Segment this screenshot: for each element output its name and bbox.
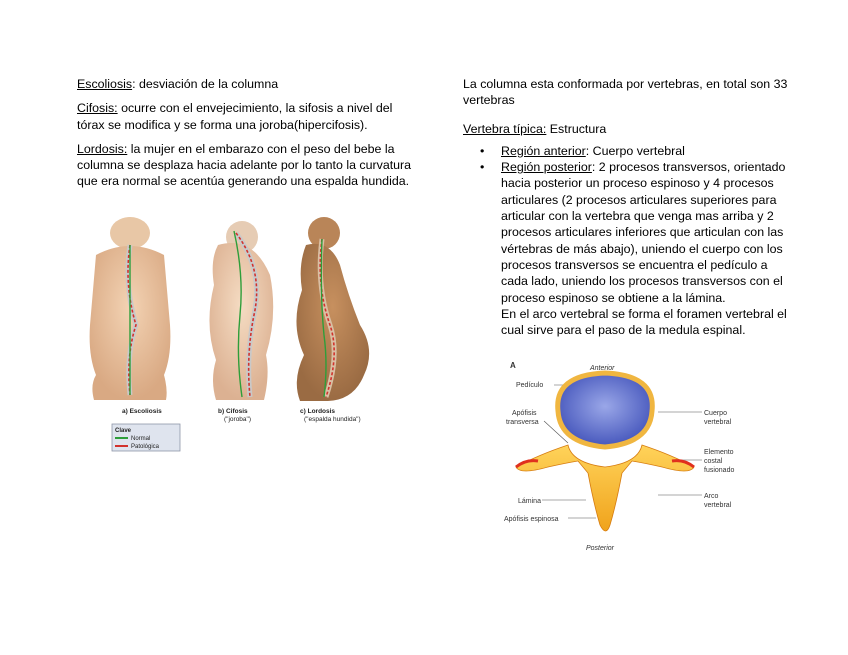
caption-c-name: Lordosis [307, 408, 336, 415]
spine-deformities-figure [78, 215, 378, 455]
label-arco-2: vertebral [704, 502, 732, 509]
label-cuerpo-2: vertebral [704, 419, 732, 426]
heading-text: Estructura [546, 121, 607, 136]
list-item [501, 143, 793, 159]
label-lamina: Lámina [518, 498, 541, 505]
escoliosis-paragraph [77, 76, 412, 92]
spine-illustration [78, 215, 378, 455]
label-espinosa: Apófisis espinosa [504, 516, 559, 523]
escoliosis-body [90, 217, 171, 400]
svg-text:c) Lordosis [300, 408, 335, 415]
svg-text:a) Escoliosis [122, 408, 162, 415]
vertebra-illustration [498, 355, 753, 555]
label-elemento-3: fusionado [704, 467, 735, 474]
list-item [501, 159, 793, 306]
caption-b-name: Cifosis [225, 408, 248, 415]
caption-a-name: Escoliosis [129, 408, 162, 415]
intro-paragraph: La columna esta conformada por vertebras, en total son 33 vertebras [463, 77, 788, 108]
legend-pathologic: Patológica [131, 444, 160, 450]
vertebral-body [558, 373, 653, 447]
label-pediculo: Pedículo [516, 382, 544, 389]
legend-title: Clave [115, 428, 132, 434]
cifosis-text: ocurre con el envejecimiento, la sifosis a nivel del tórax se modifica y se forma una joroba(hipercifosis). [77, 101, 393, 132]
label-arco-1: Arco [704, 493, 719, 500]
right-column [463, 76, 793, 338]
caption-b-note: ("joroba") [224, 416, 252, 423]
typical-vertebra-heading [463, 121, 793, 137]
heading-term: Vertebra típica: [463, 121, 547, 136]
caption-a-letter: a) [122, 408, 128, 415]
escoliosis-term: Escoliosis [77, 77, 133, 91]
cifosis-term: Cifosis: [77, 101, 118, 116]
foramen-paragraph: En el arco vertebral se forma el foramen vertebral el cual sirve para el paso de la medula espinal. [501, 306, 787, 338]
vertebra-figure [498, 355, 753, 555]
lordosis-body [296, 217, 369, 401]
lordosis-term: Lordosis: [77, 141, 128, 156]
bullet-posterior-text: : 2 procesos transversos, orientado hacia posterior un proceso espinoso y 4 procesos articulares (2 procesos articulares superiores para articular con la vertebra que venga mas arriba y 2 procesos articulares inferiores que articulan con las vértebras de más abajo), uniendo el cuerpo con los procesos transversos se encuentra el pedículo a cada lado, uniendo los procesos transversos con el proceso espinoso se obtiene a la lámina. [501, 160, 786, 305]
label-anterior: Anterior [590, 365, 615, 372]
label-elemento-2: costal [704, 458, 723, 465]
escoliosis-text: : desviación de la columna [132, 77, 279, 91]
bullet-posterior-term: Región posterior [501, 160, 592, 175]
left-column [77, 76, 412, 198]
label-posterior: Posterior [586, 545, 615, 552]
label-transversa-2: transversa [506, 419, 539, 426]
caption-b-letter: b) [218, 408, 225, 415]
panel-letter: A [510, 361, 516, 370]
label-transversa-1: Apófisis [512, 410, 537, 417]
cifosis-body [209, 221, 273, 400]
cifosis-paragraph [77, 100, 412, 133]
label-elemento-1: Elemento [704, 449, 734, 456]
caption-c-letter: c) [300, 408, 306, 415]
lordosis-paragraph [77, 141, 412, 190]
bullet-anterior-term: Región anterior [501, 143, 586, 158]
bullet-anterior-text: : Cuerpo vertebral [585, 143, 685, 158]
legend-normal: Normal [131, 436, 151, 442]
spine-legend [112, 424, 180, 451]
lordosis-text: la mujer en el embarazo con el peso del bebe la columna se desplaza hacia adelante por lo tanto la curvatura que era normal se acentúa generando una espalda hundida. [77, 141, 412, 189]
svg-text:b) Cifosis [218, 408, 248, 415]
label-cuerpo-1: Cuerpo [704, 410, 727, 417]
region-list [463, 143, 793, 306]
caption-c-note: ("espalda hundida") [304, 416, 361, 423]
